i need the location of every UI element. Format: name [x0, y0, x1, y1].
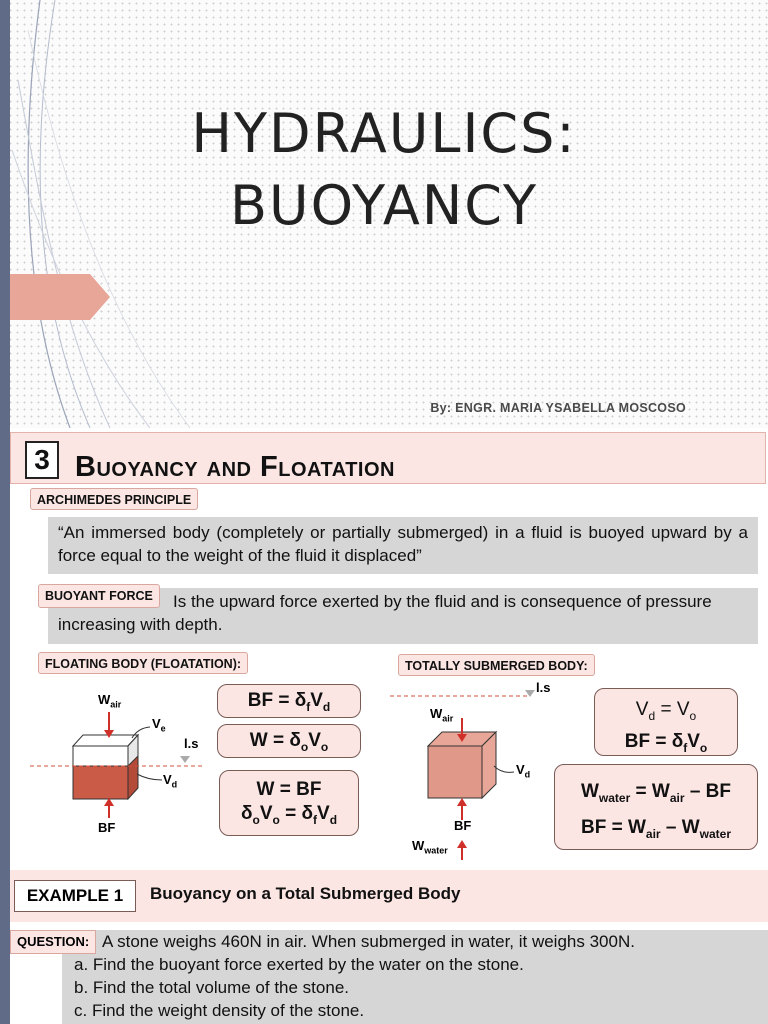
archimedes-label: ARCHIMEDES PRINCIPLE	[30, 488, 198, 510]
title-line-2: BUOYANCY	[230, 174, 538, 237]
submerged-body-label: TOTALLY SUBMERGED BODY:	[398, 654, 595, 676]
buoyant-force-label: BUOYANT FORCE	[38, 584, 160, 608]
floating-body-diagram	[30, 680, 220, 840]
example-title: Buoyancy on a Total Submerged Body	[150, 884, 461, 903]
vd-label-submerged: $V_d$	[516, 762, 531, 780]
bf-label: BF	[98, 820, 116, 835]
slide-number: 3	[25, 441, 59, 479]
sidebar-accent	[0, 428, 10, 866]
slide-title: Buoyancy and Floatation	[75, 451, 395, 483]
question-line: b. Find the total volume of the stone.	[74, 978, 349, 997]
formula-submerged-volume: $V_d = V_o$ BF = $\delta_fV_o$	[594, 688, 738, 756]
author-credit: By: ENGR. MARIA YSABELLA MOSCOSO	[430, 401, 686, 415]
question-line: c. Find the weight density of the stone.	[74, 1001, 365, 1020]
title-line-1: HYDRAULICS:	[191, 102, 577, 165]
question-label: QUESTION:	[10, 930, 96, 954]
question-text	[62, 930, 768, 1024]
w-air-label-submerged: $W_{air}$	[430, 706, 454, 724]
formula-w: $W = \delta_oV_o$	[217, 724, 361, 758]
w-water-label: $W_{water}$	[412, 838, 448, 856]
question-line: a. Find the buoyant force exerted by the water on the stone.	[74, 955, 524, 974]
question-line: A stone weighs 460N in air. When submerged in water, it weighs 300N.	[102, 932, 635, 951]
ve-label: $V_e$	[152, 716, 166, 734]
buoyant-force-text: Is the upward force exerted by the fluid and is consequence of pressure increasing with depth.	[48, 588, 758, 644]
formula-weights: $W_{water} = W_{air}$ – BF BF = $W_{air} - W_{water}$	[554, 764, 758, 850]
w-air-label: $W_{air}$	[98, 692, 122, 710]
example-label: EXAMPLE 1	[14, 880, 136, 912]
vd-label: $V_d$	[163, 772, 178, 790]
sidebar-accent	[0, 866, 10, 1024]
page-title	[0, 98, 768, 242]
formula-bf: BF = $\delta_fV_d$	[217, 684, 361, 718]
slide-header	[10, 432, 766, 484]
archimedes-text: “An immersed body (completely or partially submerged) in a fluid is buoyed upward by a force equal to the weight of the fluid it displaced”	[48, 517, 758, 574]
ls-label-submerged: l.s	[536, 680, 551, 695]
slide-buoyancy-floatation	[0, 428, 768, 866]
title-slide	[0, 0, 768, 428]
pentagon-arrow	[10, 274, 110, 320]
ls-label: l.s	[184, 736, 199, 751]
formula-equilibrium: W = BF $\delta_oV_o = \delta_fV_d$	[219, 770, 359, 836]
slide-example-1	[0, 866, 768, 1024]
floating-body-label: FLOATING BODY (FLOATATION):	[38, 652, 248, 674]
bf-label-submerged: BF	[454, 818, 472, 833]
